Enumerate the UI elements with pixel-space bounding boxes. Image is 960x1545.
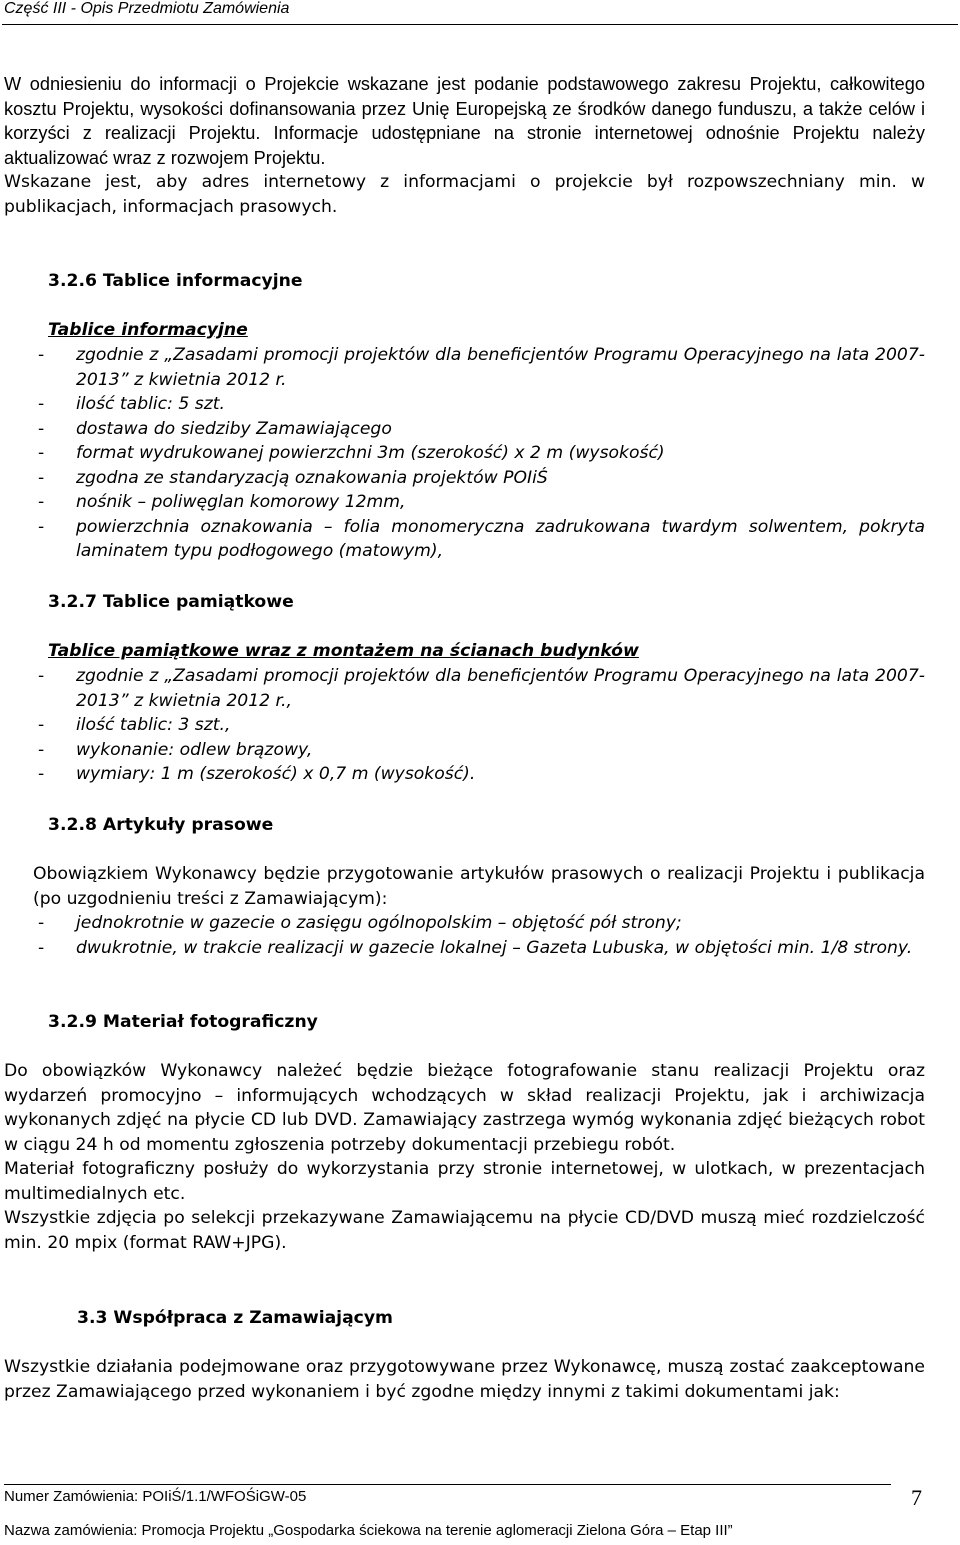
list-item: - zgodnie z „Zasadami promocji projektów dla beneficjentów Programu Operacyjnego na lata 2007-2013” z kwietnia 2012 r. <box>38 343 925 392</box>
list-item: - ilość tablic: 3 szt., <box>38 713 925 738</box>
paragraph: Obowiązkiem Wykonawcy będzie przygotowanie artykułów prasowych o realizacji Projektu i publikacja (po uzgodnieniu treści z Zamawiającym): <box>33 864 925 909</box>
list-item: - wykonanie: odlew brązowy, <box>38 738 925 763</box>
header-divider <box>2 24 958 25</box>
material-fotograficzny-section <box>4 1059 925 1255</box>
list-item: - ilość tablic: 5 szt. <box>38 392 925 417</box>
list-item: - format wydrukowanej powierzchni 3m (szerokość) x 2 m (wysokość) <box>38 441 925 466</box>
list-item: - jednokrotnie w gazecie o zasięgu ogólnopolskim – objętość pół strony; <box>38 911 925 936</box>
section-heading-3-3: 3.3 Współpraca z Zamawiającym <box>77 1308 393 1328</box>
paragraph: Materiał fotograficzny posłuży do wykorzystania przy stronie internetowej, w ulotkach, w prezentacjach multimedialnych etc. <box>4 1159 925 1204</box>
page-header: Część III - Opis Przedmiotu Zamówienia <box>4 0 290 17</box>
wspolpraca-section <box>4 1355 925 1404</box>
paragraph: Do obowiązków Wykonawcy należeć będzie bieżące fotografowanie stanu realizacji Projektu oraz wydarzeń promocyjno – informujących wchodzących w skład realizacji Projektu, jak i archiwizacja wykonanych zdjęć na płycie CD lub DVD. Zamawiający zastrzega wymóg wykonania zdjęć bieżących robot w ciągu 24 h od momentu zgłoszenia potrzeby dokumentacji przebiegu robót. <box>4 1061 925 1155</box>
section-heading-3-2-6: 3.2.6 Tablice informacyjne <box>48 271 303 291</box>
paragraph: Wszystkie zdjęcia po selekcji przekazywane Zamawiającemu na płycie CD/DVD muszą mieć rozdzielczość min. 20 mpix (format RAW+JPG). <box>4 1208 925 1253</box>
footer-order-number: Numer Zamówienia: POIiŚ/1.1/WFOŚiGW-05 <box>4 1488 307 1505</box>
subheading-tablice-informacyjne: Tablice informacyjne <box>48 320 248 340</box>
intro-paragraph-2: Wskazane jest, aby adres internetowy z informacjami o projekcie był rozpowszechniany min. w publikacjach, informacjach prasowych. <box>4 172 925 217</box>
list-tablice-informacyjne <box>38 343 925 564</box>
list-item: - wymiary: 1 m (szerokość) x 0,7 m (wysokość). <box>38 762 925 787</box>
artykuly-intro-paragraph <box>33 862 925 911</box>
list-item: - dostawa do siedziby Zamawiającego <box>38 417 925 442</box>
section-heading-3-2-9: 3.2.9 Materiał fotograficzny <box>48 1012 318 1032</box>
list-item: - nośnik – poliwęglan komorowy 12mm, <box>38 490 925 515</box>
footer-order-name: Nazwa zamówienia: Promocja Projektu „Gospodarka ściekowa na terenie aglomeracji Zielona Góra – Etap III” <box>4 1522 733 1539</box>
list-item: - zgodna ze standaryzacją oznakowania projektów POIiŚ <box>38 466 925 491</box>
page-number: 7 <box>911 1485 922 1510</box>
intro-section <box>4 72 925 219</box>
intro-paragraph-1: W odniesieniu do informacji o Projekcie wskazane jest podanie podstawowego zakresu Projektu, całkowitego kosztu Projektu, wysokości dofinansowania przez Unię Europejską ze środków danego funduszu, a także celów i korzyści z realizacji Projektu. Informacje udostępniane na stronie internetowej odnośnie Projektu należy aktualizować wraz z rozwojem Projektu. <box>4 74 925 168</box>
list-item: - zgodnie z „Zasadami promocji projektów dla beneficjentów Programu Operacyjnego na lata 2007-2013” z kwietnia 2012 r., <box>38 664 925 713</box>
list-item: - dwukrotnie, w trakcie realizacji w gazecie lokalnej – Gazeta Lubuska, w objętości min. 1/8 strony. <box>38 936 925 961</box>
section-heading-3-2-8: 3.2.8 Artykuły prasowe <box>48 815 274 835</box>
paragraph: Wszystkie działania podejmowane oraz przygotowywane przez Wykonawcę, muszą zostać zaakceptowane przez Zamawiającego przed wykonaniem i być zgodne między innymi z takimi dokumentami jak: <box>4 1357 925 1402</box>
subheading-tablice-pamiatkowe: Tablice pamiątkowe wraz z montażem na ścianach budynków <box>48 641 639 661</box>
list-artykuly-prasowe <box>38 911 925 960</box>
list-tablice-pamiatkowe <box>38 664 925 787</box>
section-heading-3-2-7: 3.2.7 Tablice pamiątkowe <box>48 592 294 612</box>
footer-divider <box>4 1484 891 1485</box>
list-item: - powierzchnia oznakowania – folia monomeryczna zadrukowana twardym solwentem, pokryta laminatem typu podłogowego (matowym), <box>38 515 925 564</box>
